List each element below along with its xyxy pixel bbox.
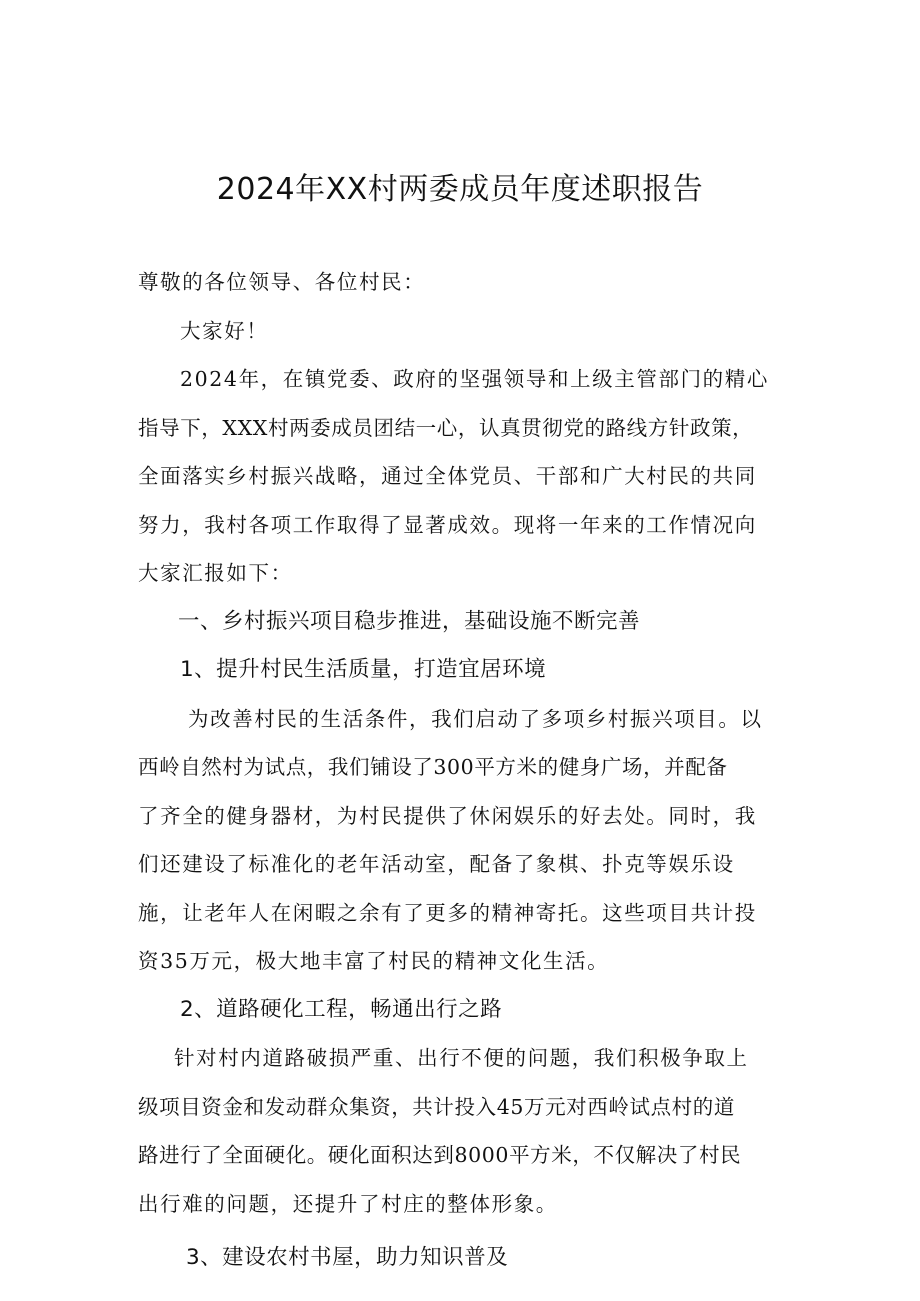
paragraph-line: 级项目资金和发动群众集资，共计投入45万元对西岭试点村的道 [138, 1094, 735, 1119]
document-body [138, 258, 788, 1283]
item-heading: 2、道路硬化工程，畅通出行之路 [180, 996, 503, 1022]
salutation: 尊敬的各位领导、各位村民： [138, 270, 426, 294]
paragraph-line: 努力，我村各项工作取得了显著成效。现将一年来的工作情况向 [138, 512, 757, 537]
item-heading: 3、建设农村书屋，助力知识普及 [186, 1245, 509, 1270]
item-2-paragraph [138, 1034, 788, 1228]
paragraph-line: 西岭自然村为试点，我们铺设了300平方米的健身广场，并配备 [138, 755, 728, 779]
paragraph-line: 了齐全的健身器材，为村民提供了休闲娱乐的好去处。同时，我 [138, 803, 757, 828]
paragraph-line: 施，让老年人在闲暇之余有了更多的精神寄托。这些项目共计投 [138, 900, 757, 925]
item-heading: 1、提升村民生活质量，打造宜居环境 [180, 657, 547, 682]
paragraph-line: 针对村内道路破损严重、出行不便的问题，我们积极争取上 [174, 1046, 749, 1070]
paragraph-line: 资35万元，极大地丰富了村民的精神文化生活。 [138, 949, 610, 973]
paragraph-line: 大家汇报如下： [138, 561, 293, 585]
paragraph-line: 出行难的问题，还提升了村庄的整体形象。 [138, 1191, 558, 1216]
paragraph-line: 全面落实乡村振兴战略，通过全体党员、干部和广大村民的共同 [138, 464, 757, 488]
item-1-paragraph [138, 695, 788, 986]
paragraph-line: 2024年，在镇党委、政府的坚强领导和上级主管部门的精心 [180, 367, 769, 391]
section-heading: 一、乡村振兴项目稳步推进，基础设施不断完善 [178, 608, 641, 634]
document-title: 2024年XX村两委成员年度述职报告 [216, 172, 704, 207]
paragraph-line: 路进行了全面硬化。硬化面积达到8000平方米，不仅解决了村民 [138, 1143, 742, 1167]
paragraph-line: 为改善村民的生活条件，我们启动了多项乡村振兴项目。以 [188, 706, 763, 731]
intro-paragraph [138, 355, 788, 598]
greeting: 大家好！ [180, 318, 269, 343]
paragraph-line: 们还建设了标准化的老年活动室，配备了象棋、扑克等娱乐设 [138, 852, 735, 876]
paragraph-line: 指导下，XXX村两委成员团结一心，认真贯彻党的路线方针政策， [138, 415, 754, 440]
